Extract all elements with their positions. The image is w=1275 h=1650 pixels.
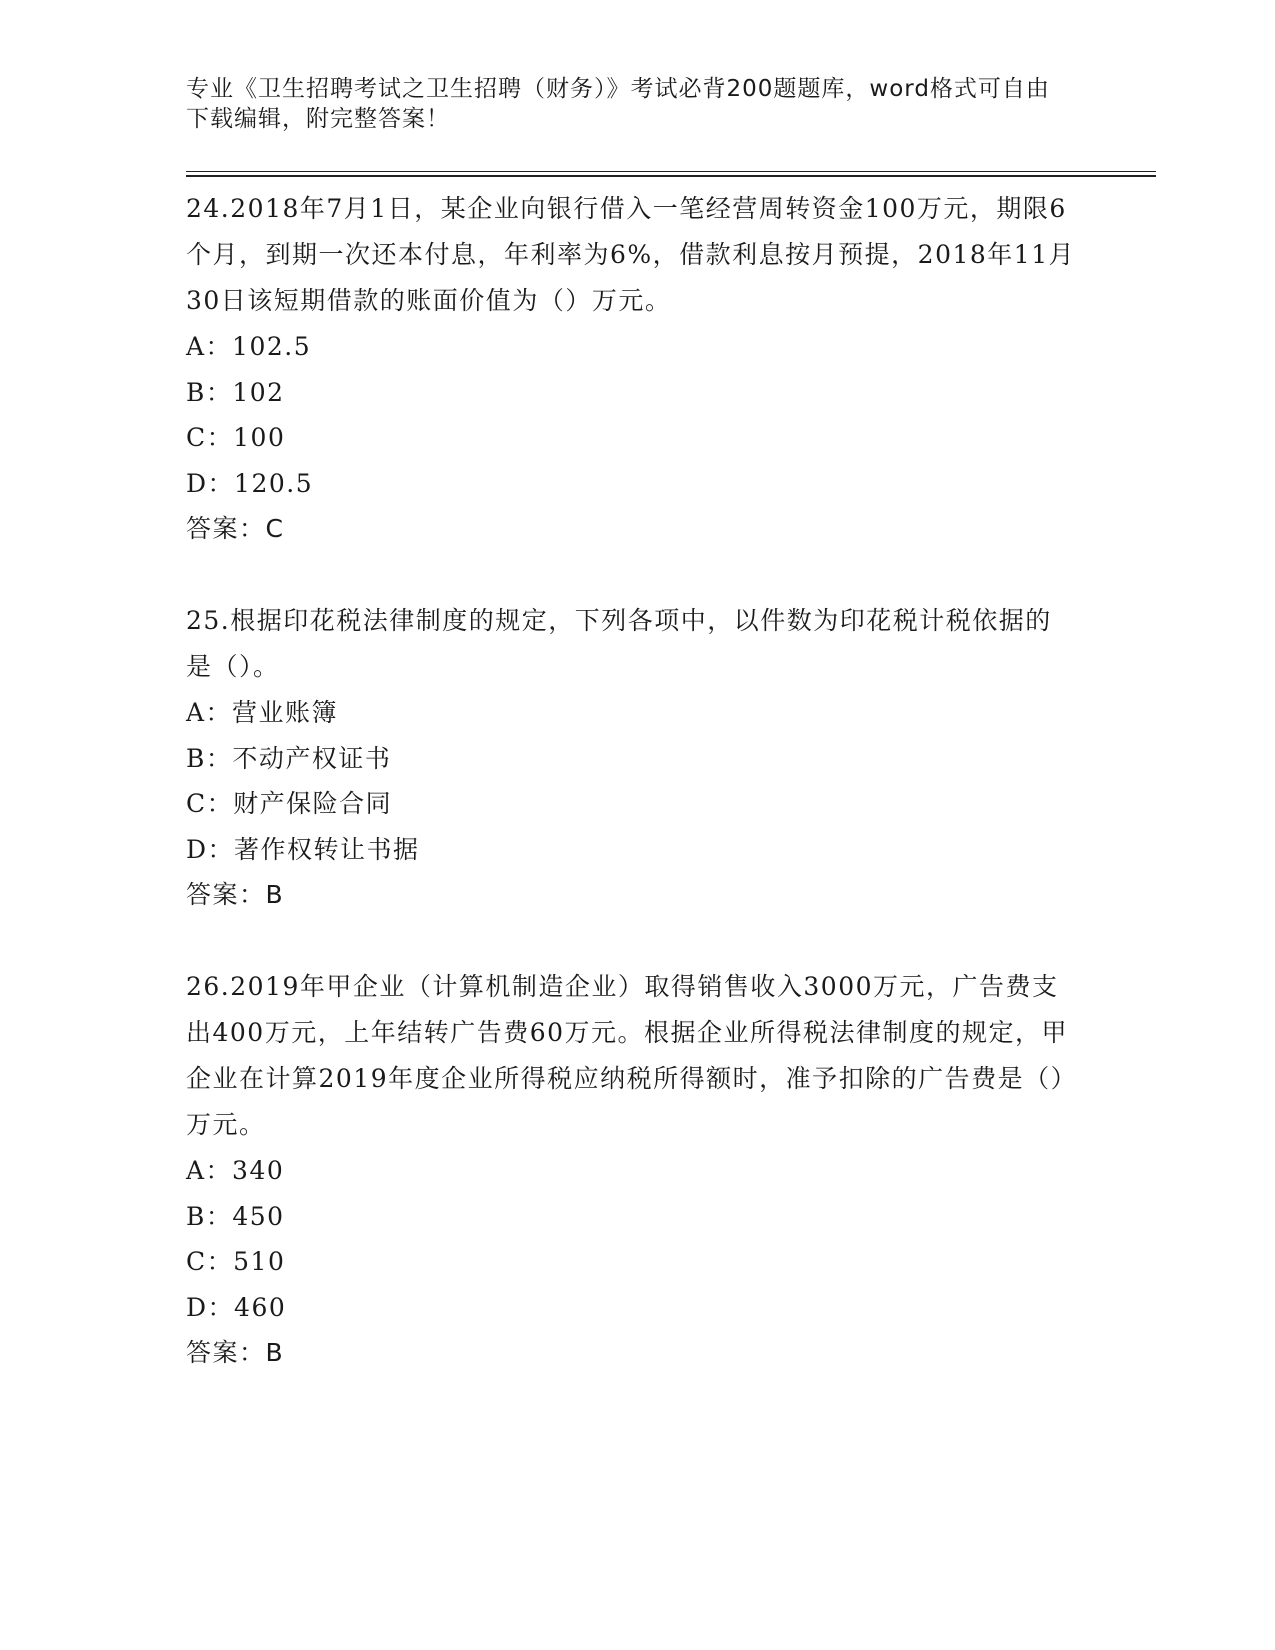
option-a: A：340 xyxy=(186,1156,285,1185)
document-header: 专业《卫生招聘考试之卫生招聘（财务）》考试必背200题题库，word格式可自由下载编辑，附完整答案！ xyxy=(186,76,1050,132)
option-a: A：营业账簿 xyxy=(186,698,339,727)
option-b: B：不动产权证书 xyxy=(186,743,392,773)
option-a: A：102.5 xyxy=(186,332,312,361)
header-divider-thick xyxy=(186,175,1156,177)
question-stem: 26.2019年甲企业（计算机制造企业）取得销售收入3000万元，广告费支出400万元，上年结转广告费60万元。根据企业所得税法律制度的规定，甲企业在计算2019年度企业所得税应纳税所得额时，准予扣除的广告费是（）万元。 xyxy=(186,972,1069,1139)
answer: 答案：B xyxy=(186,880,285,909)
option-d: D：著作权转让书据 xyxy=(186,834,420,864)
question-stem: 25.根据印花税法律制度的规定，下列各项中，以件数为印花税计税依据的是（）。 xyxy=(186,606,1052,681)
option-b: B：450 xyxy=(186,1201,285,1231)
option-d: D：460 xyxy=(186,1292,287,1322)
option-b: B：102 xyxy=(186,377,285,407)
question-25 xyxy=(186,598,1076,918)
option-c: C：财产保险合同 xyxy=(186,789,393,818)
header-divider-thin xyxy=(186,171,1156,172)
question-stem: 24.2018年7月1日，某企业向银行借入一笔经营周转资金100万元，期限6个月，到期一次还本付息，年利率为6%，借款利息按月预提，2018年11月30日该短期借款的账面价值为（）万元。 xyxy=(186,194,1076,315)
option-c: C：510 xyxy=(186,1247,286,1276)
answer: 答案：B xyxy=(186,1338,285,1367)
question-list xyxy=(186,186,1076,1376)
question-24 xyxy=(186,186,1076,552)
option-c: C：100 xyxy=(186,423,286,452)
question-26 xyxy=(186,964,1076,1376)
option-d: D：120.5 xyxy=(186,468,314,498)
answer: 答案：C xyxy=(186,514,285,543)
